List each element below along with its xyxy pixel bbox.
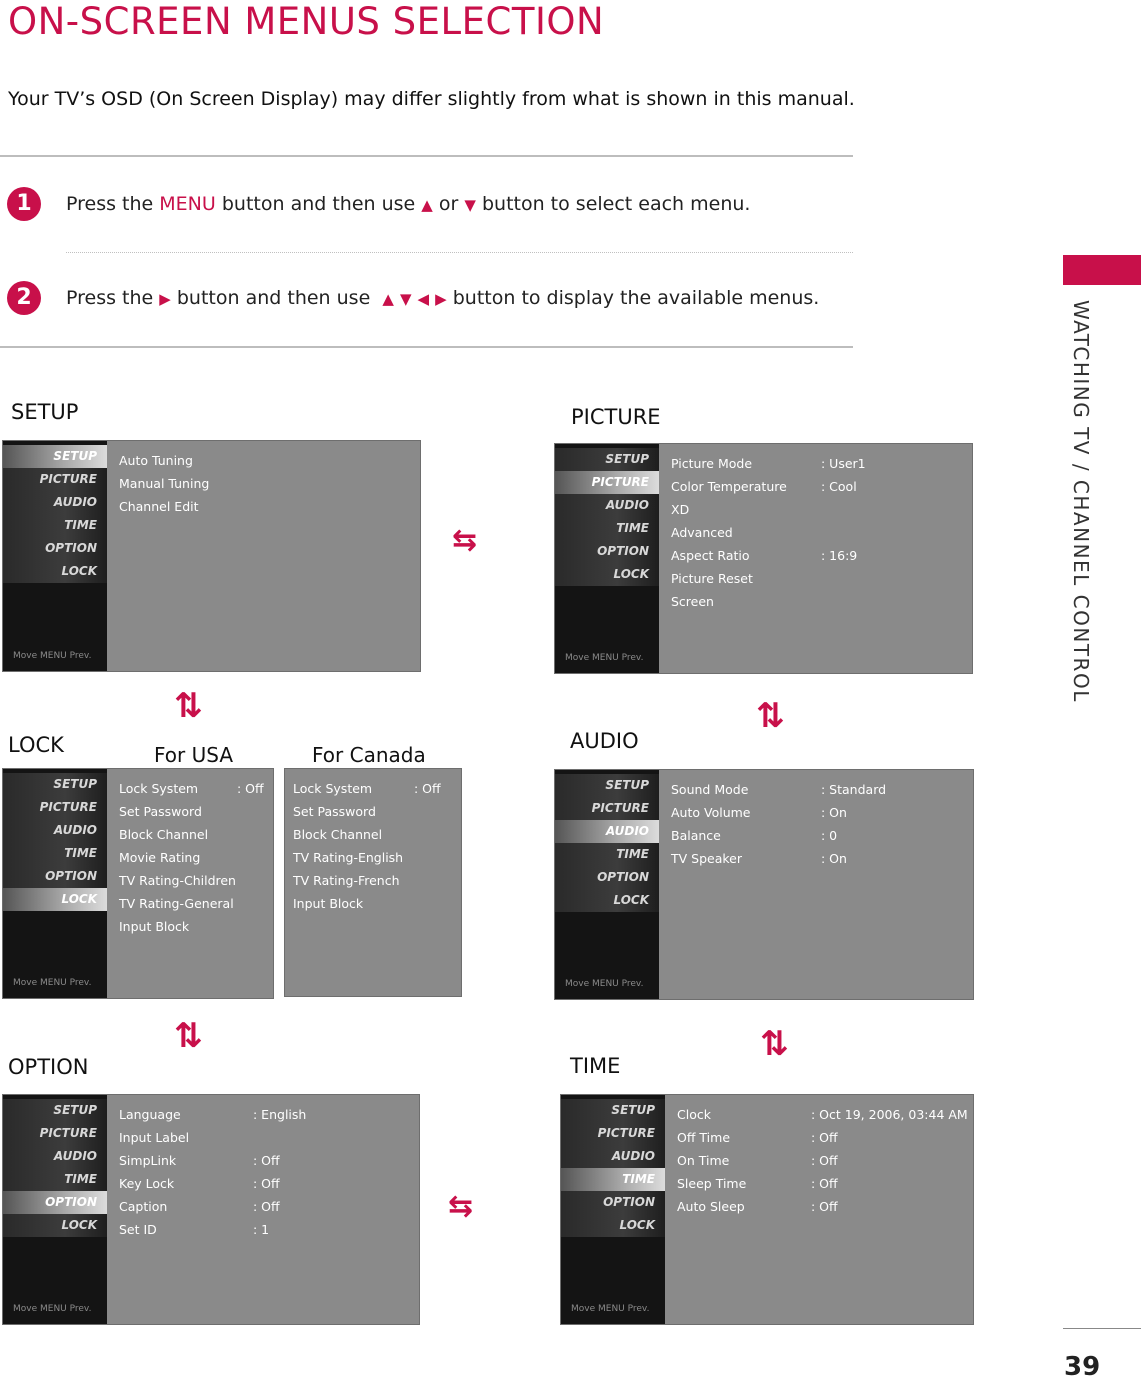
osd-row: [671, 782, 965, 805]
osd-row-label: Picture Reset: [671, 571, 753, 586]
osd-menu-item-lock: LOCK: [555, 889, 659, 912]
osd-audio-screen: [554, 769, 974, 1000]
osd-menu-item-lock: LOCK: [555, 563, 659, 586]
osd-row: [119, 1130, 411, 1153]
osd-menu-item-time: TIME: [555, 517, 659, 540]
for-usa-label: For USA: [154, 743, 233, 767]
osd-row: [671, 805, 965, 828]
osd-menu-column: [3, 1095, 107, 1324]
osd-content: [671, 456, 964, 617]
step-1-number: 1: [7, 187, 41, 221]
osd-row-label: TV Rating-French: [293, 873, 400, 888]
osd-row-value: : Off: [253, 1199, 280, 1214]
osd-row-value: : 1: [253, 1222, 270, 1237]
osd-row-label: TV Speaker: [671, 851, 743, 866]
osd-row-label: Input Label: [119, 1130, 190, 1145]
step-1-or: or: [438, 193, 459, 215]
osd-row-label: SimpLink: [119, 1153, 177, 1168]
step-2-mid: button and then use: [176, 287, 371, 309]
osd-row-label: Caption: [119, 1199, 168, 1214]
down-arrow-icon: ▼: [464, 196, 476, 214]
osd-lock-usa-screen: [2, 768, 274, 999]
osd-row: [119, 850, 265, 873]
osd-row-value: : User1: [821, 456, 866, 471]
osd-row-value: : Off: [253, 1153, 280, 1168]
osd-row-label: Aspect Ratio: [671, 548, 750, 563]
time-label: TIME: [570, 1054, 621, 1078]
menu-keyword: MENU: [159, 193, 216, 215]
osd-footer: Move MENU Prev.: [571, 1304, 650, 1314]
osd-menu-item-setup: SETUP: [561, 1099, 665, 1122]
osd-row: [293, 804, 453, 827]
osd-row-label: Channel Edit: [119, 499, 199, 514]
osd-row-label: On Time: [677, 1153, 730, 1168]
osd-footer: Move MENU Prev.: [13, 651, 92, 661]
osd-row: [671, 594, 964, 617]
osd-row: [677, 1176, 965, 1199]
osd-row-label: TV Rating-Children: [119, 873, 236, 888]
osd-row-label: Language: [119, 1107, 181, 1122]
osd-row-value: : 0: [821, 828, 838, 843]
osd-row-label: Auto Sleep: [677, 1199, 745, 1214]
osd-content: [119, 1107, 411, 1245]
osd-row: [119, 804, 265, 827]
osd-row-label: Screen: [671, 594, 714, 609]
osd-row-label: Lock System: [119, 781, 199, 796]
osd-row: [293, 781, 453, 804]
osd-row: [119, 1222, 411, 1245]
osd-option-screen: [2, 1094, 420, 1325]
dotted-divider: [66, 252, 853, 253]
osd-menu-item-option: OPTION: [561, 1191, 665, 1214]
osd-row-value: : Off: [253, 1176, 280, 1191]
osd-row-label: Clock: [677, 1107, 711, 1122]
osd-row: [293, 873, 453, 896]
osd-menu-item-picture: PICTURE: [3, 796, 107, 819]
osd-content: [671, 782, 965, 874]
page-number: 39: [1064, 1352, 1101, 1382]
option-label: OPTION: [8, 1055, 89, 1079]
down-up-arrows-icon: ⇅: [760, 1024, 789, 1064]
for-canada-label: For Canada: [312, 743, 426, 767]
osd-row-value: : On: [821, 851, 847, 866]
divider: [0, 346, 853, 348]
osd-menu-item-option: OPTION: [3, 865, 107, 888]
osd-row-value: : On: [821, 805, 847, 820]
osd-menu-item-setup: SETUP: [3, 445, 107, 468]
setup-label: SETUP: [11, 400, 79, 424]
osd-row-label: Input Block: [293, 896, 364, 911]
osd-row: [119, 499, 412, 522]
osd-row-label: Manual Tuning: [119, 476, 210, 491]
down-up-arrows-icon: ⇅: [174, 686, 203, 726]
osd-row-label: TV Rating-English: [293, 850, 404, 865]
osd-row: [119, 781, 265, 804]
osd-menu-item-option: OPTION: [555, 540, 659, 563]
osd-row-label: Block Channel: [293, 827, 383, 842]
osd-row-label: Auto Tuning: [119, 453, 193, 468]
audio-label: AUDIO: [570, 729, 639, 753]
osd-menu-item-time: TIME: [3, 842, 107, 865]
osd-menu-item-setup: SETUP: [555, 774, 659, 797]
osd-row-label: Set Password: [119, 804, 202, 819]
right-arrow-icon: ▶: [159, 290, 171, 308]
osd-row-label: Lock System: [293, 781, 373, 796]
side-tab-title: WATCHING TV / CHANNEL CONTROL: [1069, 300, 1093, 703]
osd-row: [677, 1130, 965, 1153]
osd-row-value: : Off: [811, 1176, 838, 1191]
osd-row: [119, 1107, 411, 1130]
osd-menu-item-audio: AUDIO: [561, 1145, 665, 1168]
osd-row: [119, 827, 265, 850]
osd-row-label: Sleep Time: [677, 1176, 747, 1191]
osd-menu-item-audio: AUDIO: [555, 494, 659, 517]
osd-row: [671, 479, 964, 502]
osd-row-label: Movie Rating: [119, 850, 201, 865]
osd-menu-item-picture: PICTURE: [3, 468, 107, 491]
osd-menu-item-audio: AUDIO: [3, 1145, 107, 1168]
page-number-rule: [1063, 1328, 1141, 1329]
osd-row-value: : Off: [237, 781, 264, 796]
step-2-post: button to display the available menus.: [452, 287, 820, 309]
osd-row-value: : 16:9: [821, 548, 858, 563]
osd-row: [677, 1199, 965, 1222]
osd-menu-item-option: OPTION: [3, 537, 107, 560]
osd-footer: Move MENU Prev.: [565, 979, 644, 989]
osd-menu-item-time: TIME: [555, 843, 659, 866]
osd-row: [293, 896, 453, 919]
osd-row-label: Set Password: [293, 804, 376, 819]
osd-menu-item-picture: PICTURE: [555, 471, 659, 494]
osd-row-value: : Oct 19, 2006, 03:44 AM: [811, 1107, 968, 1122]
osd-menu-item-audio: AUDIO: [3, 491, 107, 514]
osd-row: [671, 502, 964, 525]
osd-row-value: : English: [253, 1107, 307, 1122]
osd-row: [119, 919, 265, 942]
osd-menu-item-time: TIME: [561, 1168, 665, 1191]
osd-content: [119, 781, 265, 942]
step-2-text: [66, 287, 819, 309]
osd-row-label: Advanced: [671, 525, 733, 540]
osd-menu-item-time: TIME: [3, 1168, 107, 1191]
osd-row: [119, 476, 412, 499]
osd-menu-item-picture: PICTURE: [3, 1122, 107, 1145]
intro-text: Your TV’s OSD (On Screen Display) may differ slightly from what is shown in this manual.: [8, 88, 855, 110]
osd-row-label: Input Block: [119, 919, 190, 934]
osd-row-label: Color Temperature: [671, 479, 787, 494]
osd-row: [119, 1199, 411, 1222]
osd-menu-item-picture: PICTURE: [555, 797, 659, 820]
osd-row-value: : Off: [811, 1199, 838, 1214]
osd-row-value: : Standard: [821, 782, 887, 797]
osd-row-label: Key Lock: [119, 1176, 175, 1191]
picture-label: PICTURE: [571, 405, 661, 429]
osd-row-label: XD: [671, 502, 690, 517]
step-2-pre: Press the: [66, 287, 154, 309]
osd-row: [671, 456, 964, 479]
osd-row-label: Picture Mode: [671, 456, 753, 471]
osd-setup-screen: [2, 440, 421, 672]
osd-menu-item-option: OPTION: [3, 1191, 107, 1214]
osd-menu-item-option: OPTION: [555, 866, 659, 889]
osd-content: [677, 1107, 968, 1222]
step-1-pre: Press the: [66, 193, 154, 215]
osd-row-label: Set ID: [119, 1222, 157, 1237]
osd-row: [119, 1153, 411, 1176]
osd-footer: Move MENU Prev.: [13, 978, 92, 988]
osd-footer: Move MENU Prev.: [565, 653, 644, 663]
page-title: ON-SCREEN MENUS SELECTION: [8, 0, 605, 43]
osd-menu-item-lock: LOCK: [3, 888, 107, 911]
osd-menu-column: [555, 770, 659, 999]
side-tab-marker: [1063, 255, 1141, 285]
osd-menu-item-audio: AUDIO: [3, 819, 107, 842]
osd-row: [671, 851, 965, 874]
osd-content: [119, 453, 412, 522]
osd-row-label: Off Time: [677, 1130, 731, 1145]
osd-menu-column: [3, 441, 107, 671]
osd-row-value: : Off: [414, 781, 441, 796]
osd-footer: Move MENU Prev.: [13, 1304, 92, 1314]
osd-picture-screen: [554, 443, 973, 674]
step-1-mid: button and then use: [221, 193, 416, 215]
down-up-arrows-icon: ⇅: [174, 1016, 203, 1056]
osd-row-label: Balance: [671, 828, 721, 843]
up-arrow-icon: ▲: [421, 196, 433, 214]
lock-label: LOCK: [8, 733, 64, 757]
osd-row: [119, 453, 412, 476]
osd-row: [671, 571, 964, 594]
osd-time-screen: [560, 1094, 974, 1325]
osd-row: [671, 548, 964, 571]
osd-row-value: : Off: [811, 1153, 838, 1168]
osd-row-label: Sound Mode: [671, 782, 749, 797]
osd-row: [671, 828, 965, 851]
osd-menu-item-audio: AUDIO: [555, 820, 659, 843]
osd-row: [119, 896, 265, 919]
osd-menu-item-lock: LOCK: [561, 1214, 665, 1237]
left-right-arrows-icon: ⇆: [448, 1189, 474, 1224]
osd-row: [119, 1176, 411, 1199]
left-arrow-icon: ◀: [417, 290, 430, 308]
right-arrow-icon: ▶: [435, 290, 447, 308]
osd-row: [293, 850, 453, 873]
osd-row-label: Block Channel: [119, 827, 209, 842]
osd-menu-item-picture: PICTURE: [561, 1122, 665, 1145]
osd-row: [677, 1107, 968, 1130]
osd-row: [119, 873, 265, 896]
osd-row: [671, 525, 964, 548]
up-arrow-icon: ▲: [382, 290, 394, 308]
osd-row-label: Auto Volume: [671, 805, 751, 820]
osd-row: [293, 827, 453, 850]
step-1-text: [66, 193, 750, 215]
osd-row-value: : Cool: [821, 479, 857, 494]
osd-menu-item-lock: LOCK: [3, 1214, 107, 1237]
osd-menu-item-setup: SETUP: [555, 448, 659, 471]
step-2-number: 2: [7, 281, 41, 315]
down-arrow-icon: ▼: [399, 290, 412, 308]
left-right-arrows-icon: ⇆: [452, 523, 478, 558]
divider: [0, 155, 853, 157]
osd-menu-column: [561, 1095, 665, 1324]
osd-lock-canada-screen: [284, 768, 462, 997]
osd-menu-item-setup: SETUP: [3, 1099, 107, 1122]
osd-row-value: : Off: [811, 1130, 838, 1145]
osd-content: [293, 781, 453, 919]
step-1-post: button to select each menu.: [481, 193, 751, 215]
osd-menu-item-setup: SETUP: [3, 773, 107, 796]
osd-menu-column: [3, 769, 107, 998]
osd-row: [677, 1153, 965, 1176]
osd-menu-item-lock: LOCK: [3, 560, 107, 583]
down-up-arrows-icon: ⇅: [756, 696, 785, 736]
osd-menu-item-time: TIME: [3, 514, 107, 537]
osd-row-label: TV Rating-General: [119, 896, 234, 911]
osd-menu-column: [555, 444, 659, 673]
